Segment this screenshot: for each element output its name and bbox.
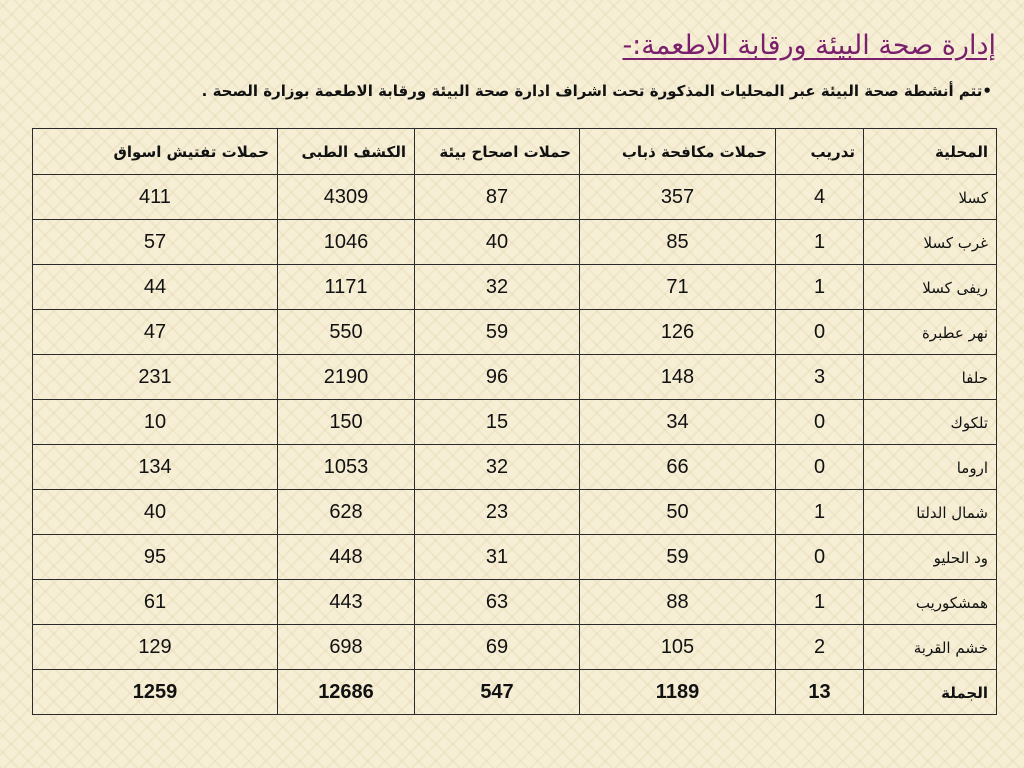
market-inspection-cell: 231 <box>33 355 278 400</box>
medical-exam-cell: 443 <box>278 580 415 625</box>
market-inspection-cell: 57 <box>33 220 278 265</box>
fly-control-cell: 126 <box>580 310 776 355</box>
header-medical-exam: الكشف الطبى <box>278 129 415 175</box>
locality-cell: نهر عطبرة <box>864 310 997 355</box>
fly-control-cell: 105 <box>580 625 776 670</box>
medical-exam-cell: 550 <box>278 310 415 355</box>
total-sanitation-cell: 547 <box>415 670 580 715</box>
fly-control-cell: 85 <box>580 220 776 265</box>
medical-exam-cell: 2190 <box>278 355 415 400</box>
training-cell: 4 <box>776 175 864 220</box>
medical-exam-cell: 628 <box>278 490 415 535</box>
medical-exam-cell: 150 <box>278 400 415 445</box>
medical-exam-cell: 1053 <box>278 445 415 490</box>
table-header-row <box>33 129 997 175</box>
sanitation-cell: 40 <box>415 220 580 265</box>
total-medical-exam-cell: 12686 <box>278 670 415 715</box>
medical-exam-cell: 698 <box>278 625 415 670</box>
market-inspection-cell: 95 <box>33 535 278 580</box>
page-title: إدارة صحة البيئة ورقابة الاطعمة:- <box>622 30 996 61</box>
header-sanitation: حملات اصحاح بيئة <box>415 129 580 175</box>
total-locality-cell: الجملة <box>864 670 997 715</box>
table-row <box>33 625 997 670</box>
sanitation-cell: 32 <box>415 445 580 490</box>
locality-cell: غرب كسلا <box>864 220 997 265</box>
sanitation-cell: 59 <box>415 310 580 355</box>
table-total-row <box>33 670 997 715</box>
locality-cell: خشم القربة <box>864 625 997 670</box>
market-inspection-cell: 10 <box>33 400 278 445</box>
table-row <box>33 265 997 310</box>
fly-control-cell: 148 <box>580 355 776 400</box>
training-cell: 3 <box>776 355 864 400</box>
sanitation-cell: 96 <box>415 355 580 400</box>
market-inspection-cell: 61 <box>33 580 278 625</box>
sanitation-cell: 63 <box>415 580 580 625</box>
medical-exam-cell: 1046 <box>278 220 415 265</box>
fly-control-cell: 71 <box>580 265 776 310</box>
fly-control-cell: 59 <box>580 535 776 580</box>
medical-exam-cell: 448 <box>278 535 415 580</box>
table-row <box>33 220 997 265</box>
header-training: تدريب <box>776 129 864 175</box>
medical-exam-cell: 1171 <box>278 265 415 310</box>
training-cell: 0 <box>776 400 864 445</box>
sanitation-cell: 23 <box>415 490 580 535</box>
total-training-cell: 13 <box>776 670 864 715</box>
sanitation-cell: 15 <box>415 400 580 445</box>
fly-control-cell: 357 <box>580 175 776 220</box>
market-inspection-cell: 129 <box>33 625 278 670</box>
training-cell: 1 <box>776 490 864 535</box>
header-fly-control: حملات مكافحة ذباب <box>580 129 776 175</box>
market-inspection-cell: 44 <box>33 265 278 310</box>
total-fly-control-cell: 1189 <box>580 670 776 715</box>
training-cell: 1 <box>776 220 864 265</box>
sanitation-cell: 32 <box>415 265 580 310</box>
locality-cell: ريفى كسلا <box>864 265 997 310</box>
sanitation-cell: 69 <box>415 625 580 670</box>
table-row <box>33 445 997 490</box>
header-market-inspection: حملات تفتيش اسواق <box>33 129 278 175</box>
activities-table <box>32 128 997 715</box>
locality-cell: ود الحليو <box>864 535 997 580</box>
total-market-inspection-cell: 1259 <box>33 670 278 715</box>
market-inspection-cell: 134 <box>33 445 278 490</box>
locality-cell: حلفا <box>864 355 997 400</box>
training-cell: 1 <box>776 265 864 310</box>
fly-control-cell: 34 <box>580 400 776 445</box>
fly-control-cell: 50 <box>580 490 776 535</box>
training-cell: 0 <box>776 310 864 355</box>
locality-cell: اروما <box>864 445 997 490</box>
training-cell: 1 <box>776 580 864 625</box>
sanitation-cell: 31 <box>415 535 580 580</box>
locality-cell: تلكوك <box>864 400 997 445</box>
table-row <box>33 535 997 580</box>
market-inspection-cell: 411 <box>33 175 278 220</box>
locality-cell: كسلا <box>864 175 997 220</box>
table-row <box>33 310 997 355</box>
medical-exam-cell: 4309 <box>278 175 415 220</box>
locality-cell: همشكوريب <box>864 580 997 625</box>
header-locality: المحلية <box>864 129 997 175</box>
table-row <box>33 355 997 400</box>
page-subtitle: •تتم أنشطة صحة البيئة عبر المحليات المذكورة تحت اشراف ادارة صحة البيئة ورقابة الاطعمة بوزارة الصحة . <box>201 82 992 100</box>
training-cell: 0 <box>776 535 864 580</box>
table-row <box>33 400 997 445</box>
table-row <box>33 580 997 625</box>
locality-cell: شمال الدلتا <box>864 490 997 535</box>
market-inspection-cell: 47 <box>33 310 278 355</box>
training-cell: 0 <box>776 445 864 490</box>
sanitation-cell: 87 <box>415 175 580 220</box>
fly-control-cell: 66 <box>580 445 776 490</box>
fly-control-cell: 88 <box>580 580 776 625</box>
market-inspection-cell: 40 <box>33 490 278 535</box>
table-row <box>33 490 997 535</box>
table-row <box>33 175 997 220</box>
training-cell: 2 <box>776 625 864 670</box>
